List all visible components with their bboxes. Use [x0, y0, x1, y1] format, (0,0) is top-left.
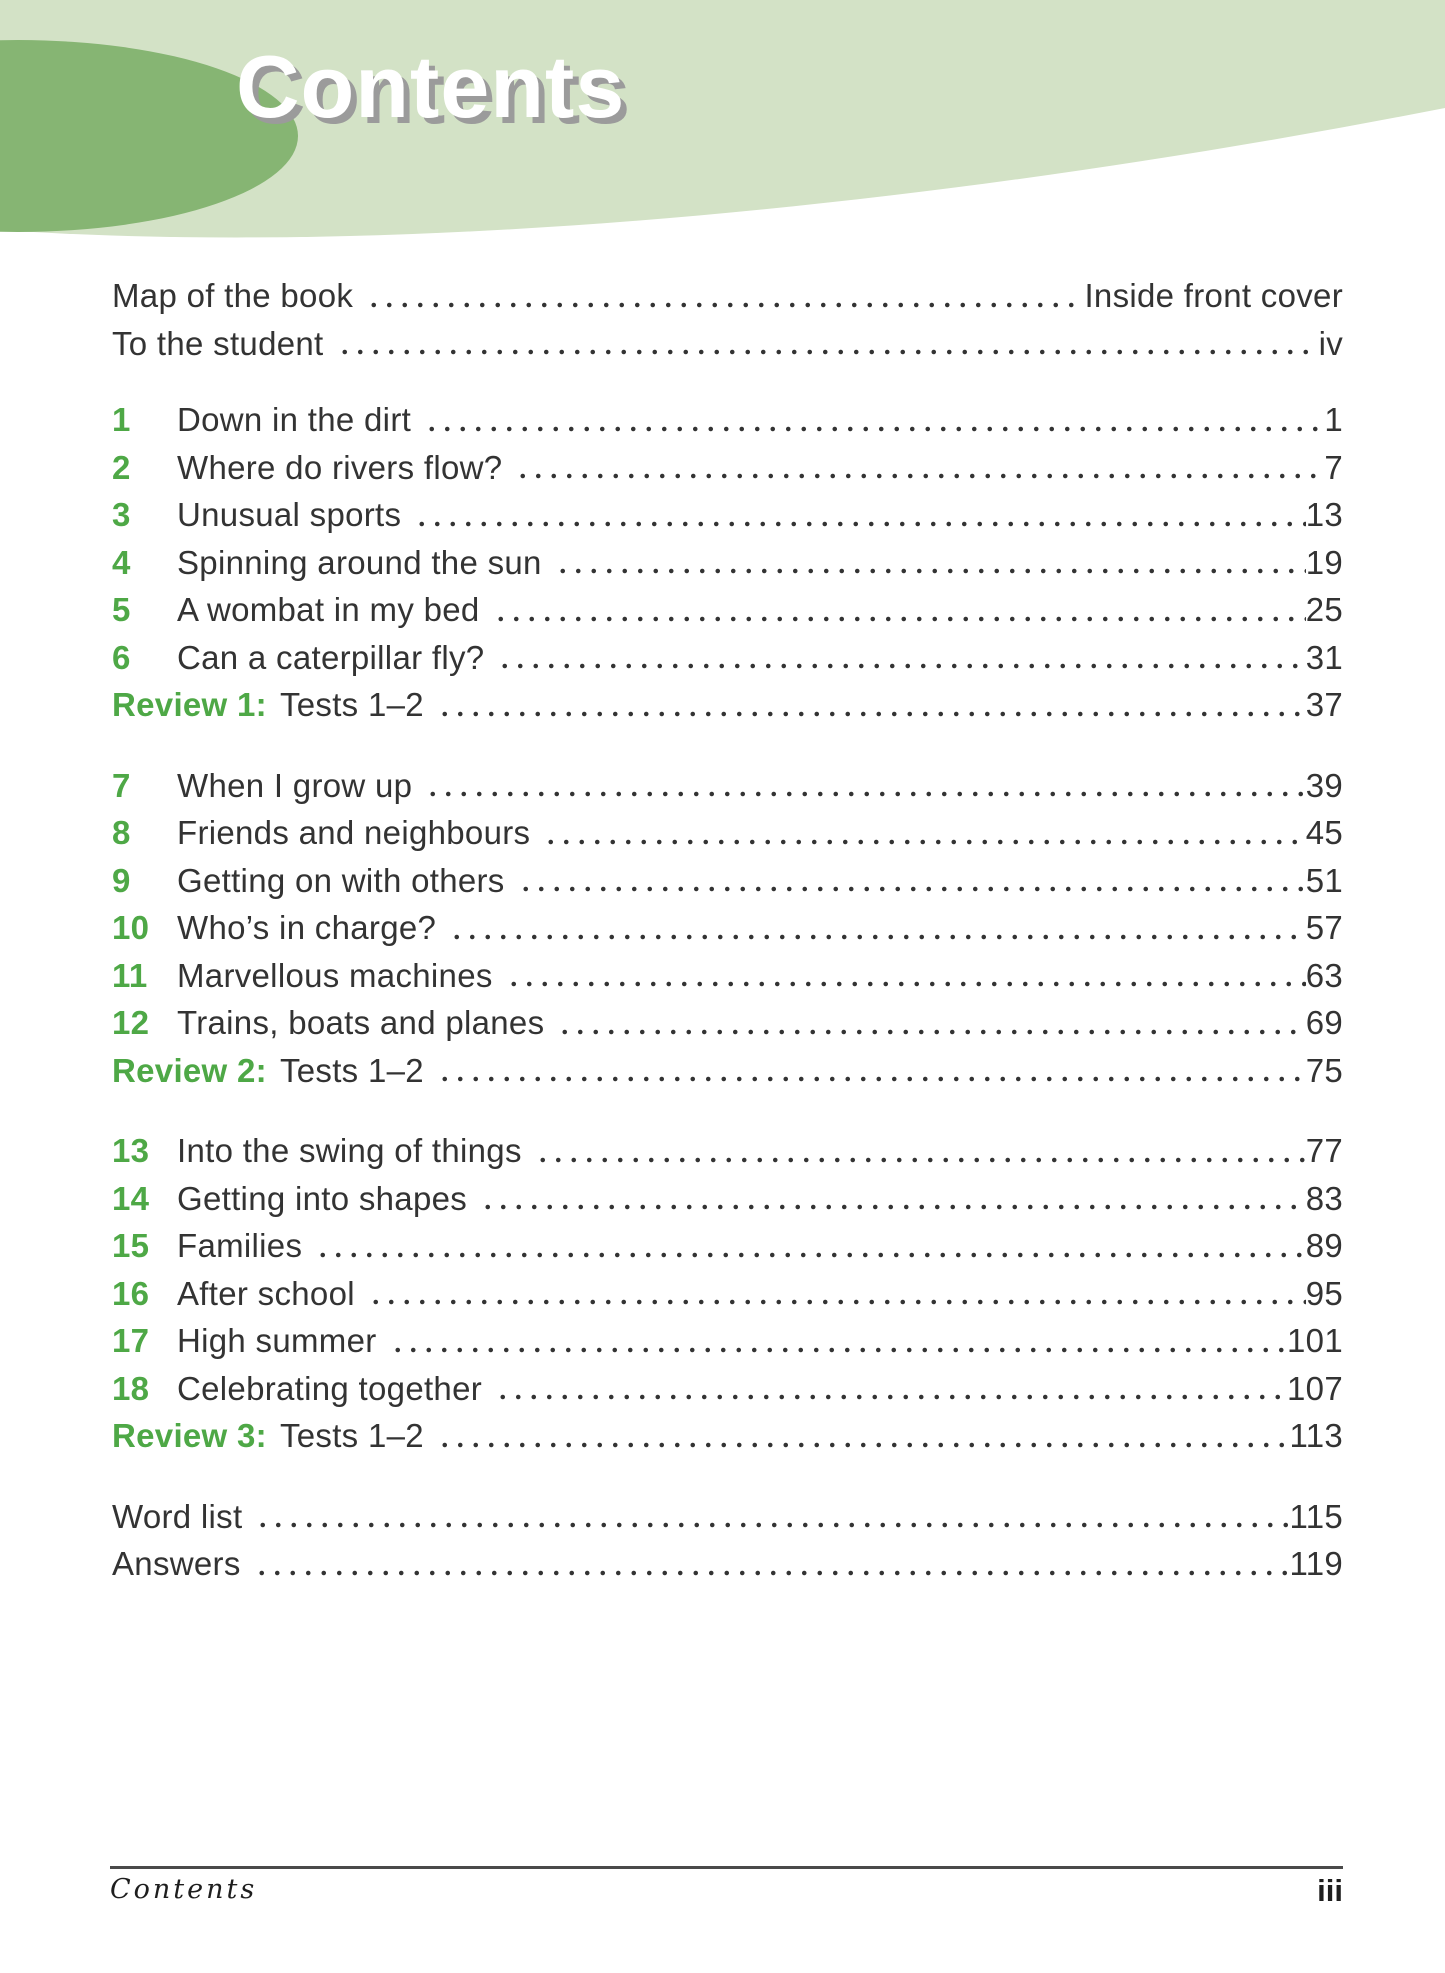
- review-row: [112, 681, 1343, 729]
- chapter-number: 1: [112, 401, 131, 438]
- toc-entry-page: 95: [1305, 1274, 1343, 1312]
- toc-entry-page: 113: [1289, 1417, 1343, 1454]
- chapter-number: 11: [112, 956, 148, 994]
- footer-page-number: iii: [1317, 1873, 1343, 1908]
- toc-entry-label: Tests 1–2: [279, 1051, 424, 1089]
- back-matter-block: [112, 1493, 1343, 1588]
- chapter-number: 16: [112, 1274, 150, 1312]
- toc-entry-page: 77: [1305, 1132, 1343, 1169]
- review-row: [112, 1047, 1343, 1095]
- toc-entry-page: 25: [1305, 591, 1343, 628]
- toc-entry-page: iv: [1318, 324, 1343, 362]
- review-label: Review 2:: [112, 1051, 267, 1089]
- chapter-number: 8: [112, 814, 131, 851]
- chapter-row: [112, 1222, 1343, 1270]
- toc-entry-page: 101: [1287, 1322, 1343, 1359]
- chapter-number: 12: [112, 1004, 150, 1041]
- toc-entry-label: Families: [177, 1227, 303, 1264]
- dotted-leader: [502, 952, 1306, 1000]
- chapter-row: [112, 396, 1343, 444]
- toc-entry-page: Inside front cover: [1084, 277, 1343, 314]
- toc-entry-page: 57: [1305, 909, 1343, 946]
- dotted-leader: [433, 1412, 1290, 1460]
- chapter-number: 13: [112, 1132, 150, 1169]
- toc-entry-label: A wombat in my bed: [177, 591, 480, 628]
- back-matter-row: [112, 1540, 1343, 1588]
- toc-entry-label: Can a caterpillar fly?: [177, 638, 485, 676]
- dotted-leader: [362, 272, 1084, 320]
- chapter-row: [112, 539, 1343, 587]
- footer-section-label: Contents: [110, 1874, 258, 1905]
- dotted-leader: [489, 586, 1306, 634]
- dotted-leader: [386, 1317, 1288, 1365]
- chapter-number: 17: [112, 1322, 150, 1359]
- toc-entry-label: Where do rivers flow?: [177, 448, 503, 486]
- chapter-number: 14: [112, 1179, 150, 1217]
- dotted-leader: [491, 1365, 1287, 1413]
- dotted-leader: [311, 1222, 1305, 1270]
- chapter-section-2: [112, 762, 1343, 1095]
- toc-entry-page: 39: [1305, 766, 1343, 804]
- page-title: Contents: [236, 37, 626, 136]
- dotted-leader: [433, 681, 1306, 729]
- toc-entry-label: Answers: [112, 1545, 241, 1582]
- chapter-section-1: [112, 396, 1343, 729]
- dotted-leader: [410, 491, 1305, 539]
- toc-entry-label: Trains, boats and planes: [177, 1004, 545, 1041]
- toc-entry-label: Map of the book: [112, 277, 354, 314]
- chapter-row: [112, 1317, 1343, 1365]
- chapter-row: [112, 444, 1343, 492]
- chapter-number: 9: [112, 861, 131, 899]
- toc-entry-label: Unusual sports: [177, 496, 402, 533]
- chapter-number: 2: [112, 448, 131, 486]
- dotted-leader: [250, 1540, 1290, 1588]
- toc-entry-page: 45: [1305, 814, 1343, 851]
- toc-entry-label: Into the swing of things: [177, 1132, 522, 1169]
- chapter-row: [112, 1127, 1343, 1175]
- toc-entry-label: Word list: [112, 1497, 243, 1535]
- dotted-leader: [553, 999, 1305, 1047]
- dotted-leader: [476, 1175, 1306, 1223]
- toc-entry-label: Who’s in charge?: [177, 909, 437, 946]
- dotted-leader: [251, 1493, 1289, 1541]
- review-row: [112, 1412, 1343, 1460]
- toc-entry-label: Spinning around the sun: [177, 543, 542, 581]
- toc-entry-page: 31: [1305, 638, 1343, 676]
- chapter-number: 10: [112, 909, 150, 946]
- dotted-leader: [420, 396, 1324, 444]
- chapter-number: 3: [112, 496, 131, 533]
- dotted-leader: [433, 1047, 1306, 1095]
- chapter-row: [112, 999, 1343, 1047]
- chapter-row: [112, 1175, 1343, 1223]
- back-matter-row: [112, 1493, 1343, 1541]
- toc-entry-page: 69: [1305, 1004, 1343, 1041]
- toc-entry-page: 83: [1305, 1179, 1343, 1217]
- chapter-number: 6: [112, 638, 131, 676]
- chapter-row: [112, 1365, 1343, 1413]
- dotted-leader: [514, 857, 1306, 905]
- chapter-section-3: [112, 1127, 1343, 1460]
- toc-entry-page: 115: [1289, 1497, 1343, 1535]
- chapter-number: 7: [112, 766, 131, 804]
- toc-entry-page: 63: [1305, 956, 1343, 994]
- chapter-number: 5: [112, 591, 131, 628]
- chapter-row: [112, 634, 1343, 682]
- chapter-sections: [112, 396, 1343, 1460]
- toc-entry-label: Friends and neighbours: [177, 814, 531, 851]
- toc-entry-label: Getting into shapes: [177, 1179, 468, 1217]
- front-matter-row: [112, 320, 1343, 368]
- front-matter-block: [112, 272, 1343, 367]
- dotted-leader: [333, 320, 1319, 368]
- chapter-number: 15: [112, 1227, 150, 1264]
- dotted-leader: [531, 1127, 1306, 1175]
- dotted-leader: [445, 904, 1306, 952]
- toc-list: [112, 0, 1343, 1588]
- toc-entry-page: 37: [1305, 686, 1343, 723]
- toc-entry-label: Marvellous machines: [177, 956, 493, 994]
- toc-entry-page: 19: [1305, 543, 1343, 581]
- dotted-leader: [551, 539, 1306, 587]
- chapter-row: [112, 952, 1343, 1000]
- review-label: Review 1:: [112, 686, 267, 723]
- toc-entry-page: 51: [1305, 861, 1343, 899]
- toc-entry-label: Tests 1–2: [279, 1417, 424, 1454]
- dotted-leader: [511, 444, 1324, 492]
- toc-entry-page: 13: [1305, 496, 1343, 533]
- review-label: Review 3:: [112, 1417, 267, 1454]
- dotted-leader: [364, 1270, 1306, 1318]
- toc-entry-label: Tests 1–2: [279, 686, 424, 723]
- toc-entry-page: 89: [1305, 1227, 1343, 1264]
- toc-entry-page: 107: [1287, 1369, 1343, 1407]
- toc-entry-page: 119: [1289, 1545, 1343, 1582]
- dotted-leader: [493, 634, 1305, 682]
- chapter-row: [112, 1270, 1343, 1318]
- chapter-row: [112, 586, 1343, 634]
- chapter-row: [112, 904, 1343, 952]
- toc-entry-label: Celebrating together: [177, 1369, 483, 1407]
- page-footer: [110, 1866, 1343, 1908]
- chapter-number: 4: [112, 543, 131, 581]
- chapter-row: [112, 762, 1343, 810]
- chapter-number: 18: [112, 1369, 150, 1407]
- toc-entry-label: High summer: [177, 1322, 377, 1359]
- toc-entry-label: Getting on with others: [177, 861, 505, 899]
- chapter-row: [112, 857, 1343, 905]
- toc-entry-page: 1: [1324, 401, 1343, 438]
- chapter-row: [112, 491, 1343, 539]
- toc-entry-page: 7: [1324, 448, 1343, 486]
- toc-entry-label: When I grow up: [177, 766, 413, 804]
- toc-entry-label: After school: [177, 1274, 355, 1312]
- chapter-row: [112, 809, 1343, 857]
- front-matter-row: [112, 272, 1343, 320]
- toc-entry-label: Down in the dirt: [177, 401, 412, 438]
- toc-entry-page: 75: [1305, 1051, 1343, 1089]
- dotted-leader: [421, 762, 1305, 810]
- dotted-leader: [539, 809, 1305, 857]
- toc-entry-label: To the student: [112, 324, 324, 362]
